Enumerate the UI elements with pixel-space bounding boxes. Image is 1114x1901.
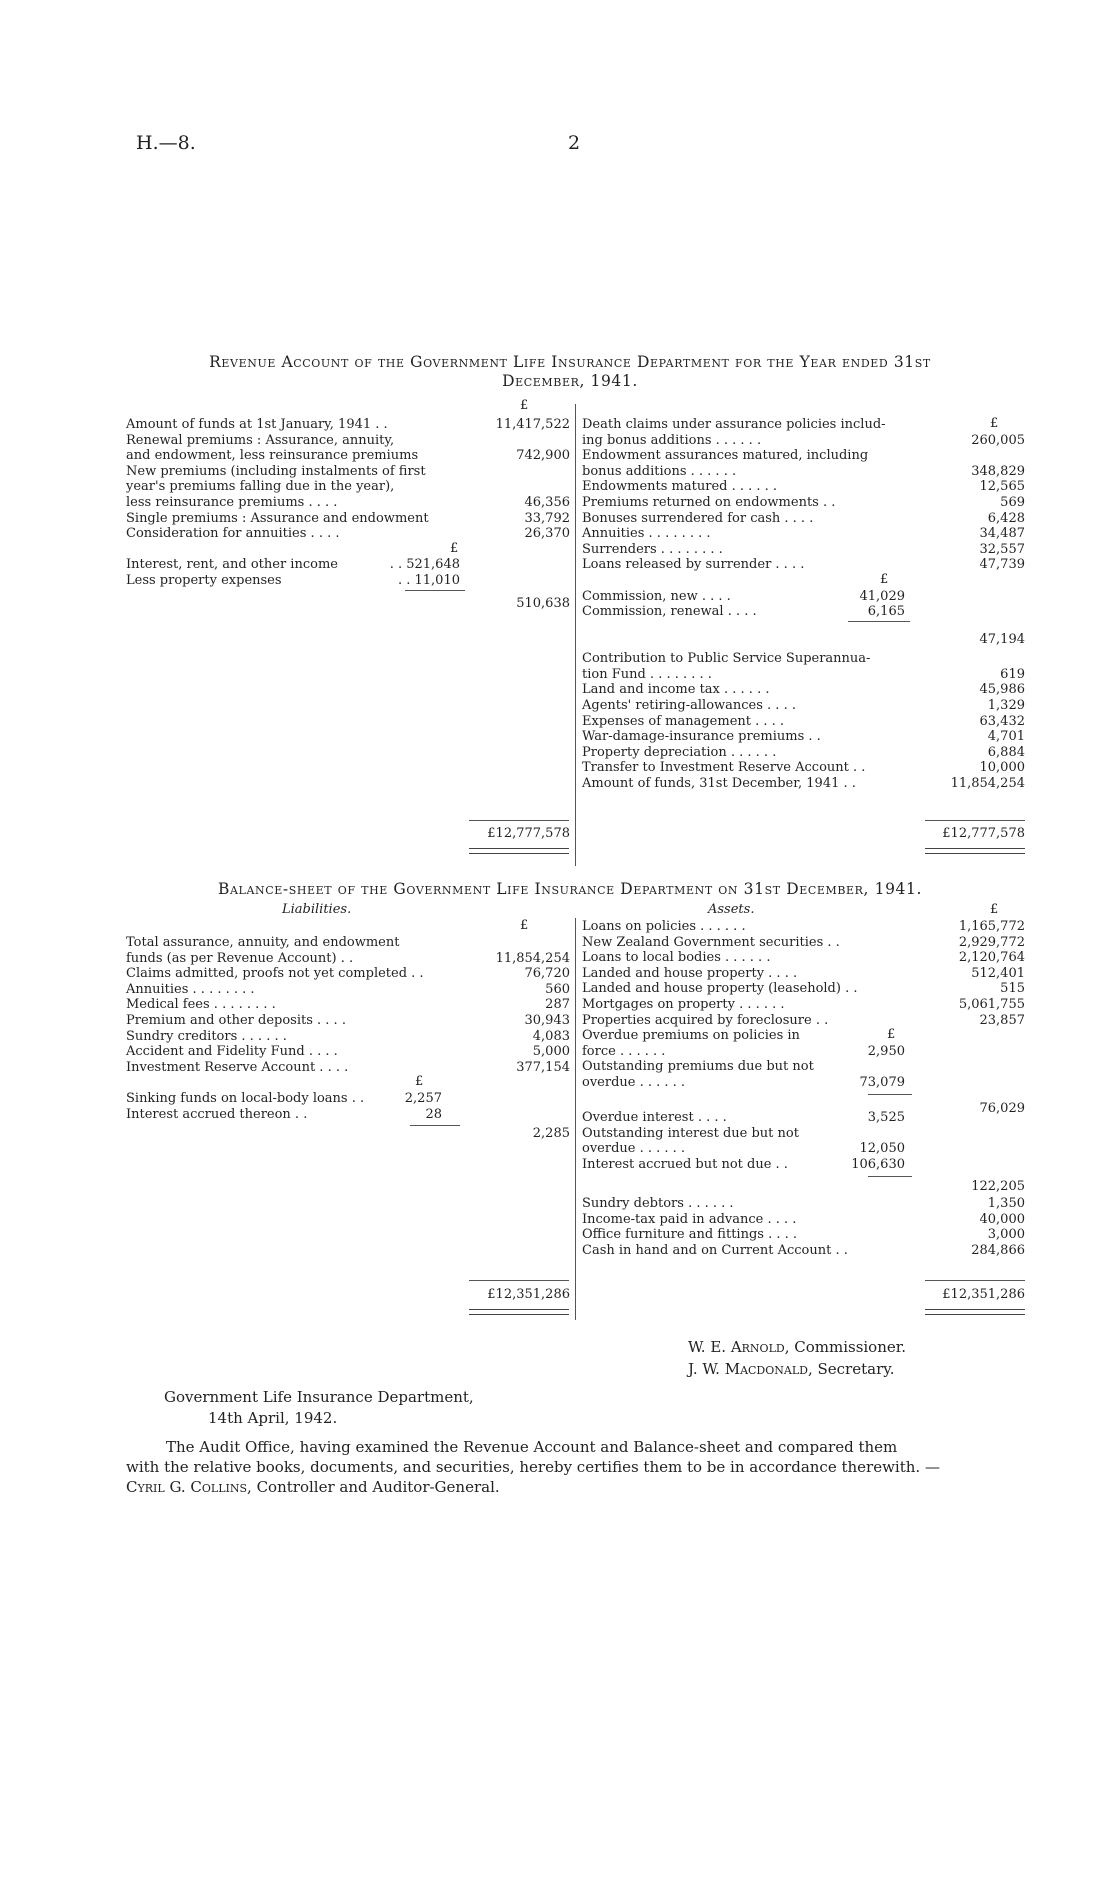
row-subvalue: . . 521,648 xyxy=(389,557,460,573)
row-label: Sinking funds on local-body loans . . xyxy=(126,1091,365,1106)
department-name: Government Life Insurance Department, xyxy=(164,1388,474,1406)
row-label: Mortgages on property . . . . . . xyxy=(582,997,785,1012)
revenue-right-double-rule xyxy=(925,848,1025,854)
revenue-left-pound: £ xyxy=(520,398,529,413)
row-label: Interest accrued thereon . . xyxy=(126,1106,308,1122)
revenue-left-rule xyxy=(469,820,569,821)
row-value: 260,005 xyxy=(971,432,1025,448)
row-subvalue: 73,079 xyxy=(859,1075,905,1090)
row-subvalue: 3,525 xyxy=(867,1110,905,1126)
row-label: Investment Reserve Account . . . . xyxy=(126,1059,349,1075)
row-label: Commission, new . . . . xyxy=(582,588,731,604)
row-subvalue: . . 11,010 xyxy=(397,573,460,588)
row-value: 569 xyxy=(1000,495,1025,510)
row-value: 4,083 xyxy=(532,1028,570,1044)
revenue-divider xyxy=(575,404,576,866)
row-label: ing bonus additions . . . . . . xyxy=(582,432,762,448)
row-label: Contribution to Public Service Superannua- xyxy=(582,651,871,667)
row-label: overdue . . . . . . xyxy=(582,1075,686,1090)
row-label: Endowment assurances matured, including xyxy=(582,448,869,464)
row-value: 10,000 xyxy=(979,760,1025,776)
row-value: 32,557 xyxy=(979,541,1025,557)
row-value: 284,866 xyxy=(971,1243,1025,1258)
liabilities-caption: Liabilities. xyxy=(282,902,352,917)
overdue-total-value: 76,029 xyxy=(979,1100,1025,1116)
overdue-pound: £ xyxy=(887,1027,896,1043)
revenue-total-right: £12,777,578 xyxy=(942,826,1025,841)
row-value: 30,943 xyxy=(524,1013,570,1028)
row-label: year's premiums falling due in the year), xyxy=(126,479,395,495)
commission-rule xyxy=(848,621,910,622)
row-label: overdue . . . . . . xyxy=(582,1141,686,1157)
row-value: 26,370 xyxy=(524,526,570,542)
row-value: 11,854,254 xyxy=(495,950,570,966)
row-label: Total assurance, annuity, and endowment xyxy=(126,935,400,950)
secretary-role: , Secretary. xyxy=(807,1360,895,1378)
row-label: Annuities . . . . . . . . xyxy=(582,526,711,542)
row-label: Surrenders . . . . . . . . xyxy=(582,541,723,557)
balance-left-rule xyxy=(469,1280,569,1281)
row-value: 11,854,254 xyxy=(950,776,1025,791)
row-label: Death claims under assurance policies includ- xyxy=(582,417,886,432)
row-value: 33,792 xyxy=(524,510,570,526)
row-label: Overdue interest . . . . xyxy=(582,1110,727,1126)
row-value: 619 xyxy=(1000,666,1025,682)
audit-line-3 xyxy=(126,1477,500,1497)
row-label: Landed and house property . . . . xyxy=(582,965,798,981)
row-label: Sundry debtors . . . . . . xyxy=(582,1196,734,1212)
row-label: Interest, rent, and other income xyxy=(126,557,338,573)
row-value: 1,165,772 xyxy=(958,919,1025,934)
row-label: Loans released by surrender . . . . xyxy=(582,557,805,573)
audit-line-2: with the relative books, documents, and securities, hereby certifies them to be in accordance therewith. — xyxy=(126,1458,940,1476)
row-value: 12,565 xyxy=(979,479,1025,495)
row-subvalue: 6,165 xyxy=(867,604,905,620)
row-label: Outstanding interest due but not xyxy=(582,1125,799,1141)
row-value: 742,900 xyxy=(516,448,570,464)
row-label: Less property expenses xyxy=(126,573,282,588)
revenue-total-left: £12,777,578 xyxy=(487,826,570,841)
secretary-name: J. W. Macdonald xyxy=(688,1360,808,1378)
row-value: 5,061,755 xyxy=(958,997,1025,1012)
row-value: 5,000 xyxy=(532,1044,570,1060)
row-value: 6,884 xyxy=(987,744,1025,760)
interest-total-value: 122,205 xyxy=(971,1178,1025,1194)
row-label: New premiums (including instalments of first xyxy=(126,463,426,479)
row-value: 34,487 xyxy=(979,526,1025,542)
row-label: Landed and house property (leasehold) . . xyxy=(582,981,858,997)
commissioner-signature xyxy=(688,1338,906,1356)
balance-title: Balance-sheet of the Government Life Insurance Department on 31st December, 1941. xyxy=(218,880,922,898)
row-value: 515 xyxy=(1000,981,1025,997)
revenue-right-pound: £ xyxy=(990,416,999,431)
row-value: 63,432 xyxy=(979,713,1025,729)
row-label: Medical fees . . . . . . . . xyxy=(126,997,276,1013)
row-value: 1,329 xyxy=(987,698,1025,713)
row-label: Single premiums : Assurance and endowment xyxy=(126,510,429,526)
row-subvalue: 28 xyxy=(425,1106,442,1122)
row-value: 40,000 xyxy=(979,1211,1025,1227)
row-label: Cash in hand and on Current Account . . xyxy=(582,1243,848,1258)
overdue-rule xyxy=(868,1094,912,1095)
row-subvalue: 2,950 xyxy=(867,1043,905,1059)
sinking-total-value: 2,285 xyxy=(532,1126,570,1142)
row-label: Agents' retiring-allowances . . . . xyxy=(582,698,796,713)
row-label: Claims admitted, proofs not yet completed . . xyxy=(126,966,424,982)
page-reference: H.—8. xyxy=(136,132,196,154)
row-label: Property depreciation . . . . . . xyxy=(582,744,777,760)
row-label: Overdue premiums on policies in xyxy=(582,1028,800,1044)
row-value: 6,428 xyxy=(987,510,1025,526)
balance-right-double-rule xyxy=(925,1309,1025,1315)
row-value: 377,154 xyxy=(516,1059,570,1075)
commissioner-role: , Commissioner. xyxy=(784,1338,907,1356)
row-value: 348,829 xyxy=(971,463,1025,479)
row-label: New Zealand Government securities . . xyxy=(582,934,840,950)
interest-net-value: 510,638 xyxy=(516,596,570,612)
row-label: Loans to local bodies . . . . . . xyxy=(582,950,771,966)
assets-caption: Assets. xyxy=(708,902,755,917)
row-label: bonus additions . . . . . . xyxy=(582,463,737,479)
row-label: Transfer to Investment Reserve Account . . xyxy=(582,760,866,776)
revenue-title-line2: December, 1941. xyxy=(502,372,638,390)
auditor-role: , Controller and Auditor-General. xyxy=(247,1478,500,1496)
row-label: Income-tax paid in advance . . . . xyxy=(582,1211,797,1227)
row-label: Loans on policies . . . . . . xyxy=(582,919,746,934)
row-label: Bonuses surrendered for cash . . . . xyxy=(582,510,814,526)
row-value: 4,701 xyxy=(987,729,1025,745)
row-value: 11,417,522 xyxy=(495,417,570,432)
row-value: 46,356 xyxy=(524,495,570,510)
row-label: Properties acquired by foreclosure . . xyxy=(582,1012,829,1028)
row-subvalue: 41,029 xyxy=(859,588,905,604)
auditor-name: Cyril G. Collins xyxy=(126,1478,248,1496)
row-value: 2,929,772 xyxy=(958,934,1025,950)
balance-total-right: £12,351,286 xyxy=(942,1287,1025,1302)
row-label: Interest accrued but not due . . xyxy=(582,1157,788,1172)
revenue-title-line1: Revenue Account of the Government Life Insurance Department for the Year ended 31st xyxy=(209,353,931,371)
row-label: War-damage-insurance premiums . . xyxy=(582,729,821,745)
row-value: 2,120,764 xyxy=(958,950,1025,966)
secretary-signature xyxy=(688,1360,895,1378)
page-number: 2 xyxy=(568,132,581,154)
balance-right-rule xyxy=(925,1280,1025,1281)
balance-right-pound: £ xyxy=(990,902,999,917)
audit-line-1: The Audit Office, having examined the Revenue Account and Balance-sheet and compared them xyxy=(166,1438,898,1456)
row-label: Outstanding premiums due but not xyxy=(582,1059,814,1075)
revenue-right-rule xyxy=(925,820,1025,821)
row-label: Premiums returned on endowments . . xyxy=(582,495,836,510)
row-value: 1,350 xyxy=(987,1196,1025,1212)
row-label: Expenses of management . . . . xyxy=(582,713,785,729)
row-label: Premium and other deposits . . . . xyxy=(126,1013,346,1028)
row-value: 23,857 xyxy=(979,1012,1025,1028)
interest-rule xyxy=(405,590,465,591)
row-label: funds (as per Revenue Account) . . xyxy=(126,950,354,966)
balance-divider xyxy=(575,918,576,1320)
row-subvalue: 106,630 xyxy=(851,1157,905,1172)
row-label: Commission, renewal . . . . xyxy=(582,604,757,620)
balance-left-pound: £ xyxy=(520,918,529,933)
row-label: Annuities . . . . . . . . xyxy=(126,981,255,997)
row-label: Consideration for annuities . . . . xyxy=(126,526,340,542)
revenue-left-double-rule xyxy=(469,848,569,854)
row-value: 287 xyxy=(545,997,570,1013)
row-label: Accident and Fidelity Fund . . . . xyxy=(126,1044,338,1060)
commission-total-value: 47,194 xyxy=(979,631,1025,647)
row-label: force . . . . . . xyxy=(582,1043,666,1059)
row-value: 512,401 xyxy=(971,965,1025,981)
row-value: 3,000 xyxy=(987,1227,1025,1243)
row-label: Sundry creditors . . . . . . xyxy=(126,1028,287,1044)
row-subvalue: 12,050 xyxy=(859,1141,905,1157)
row-label: Endowments matured . . . . . . xyxy=(582,479,778,495)
row-value: 76,720 xyxy=(524,966,570,982)
commissioner-name: W. E. Arnold xyxy=(688,1338,785,1356)
sinking-pound: £ xyxy=(415,1074,424,1090)
interest-pound: £ xyxy=(450,540,459,556)
interest-rule xyxy=(868,1176,912,1177)
row-value: 45,986 xyxy=(979,682,1025,698)
row-label: and endowment, less reinsurance premiums xyxy=(126,448,419,464)
row-label: Amount of funds, 31st December, 1941 . . xyxy=(582,776,856,791)
balance-left-double-rule xyxy=(469,1309,569,1315)
commission-pound: £ xyxy=(880,572,889,587)
signature-date: 14th April, 1942. xyxy=(208,1409,338,1427)
row-label: Amount of funds at 1st January, 1941 . . xyxy=(126,417,388,432)
row-label: Land and income tax . . . . . . xyxy=(582,682,770,698)
row-label: Renewal premiums : Assurance, annuity, xyxy=(126,432,395,448)
row-label: tion Fund . . . . . . . . xyxy=(582,666,712,682)
row-value: 47,739 xyxy=(979,557,1025,573)
row-label: Office furniture and fittings . . . . xyxy=(582,1227,798,1243)
sinking-rule xyxy=(410,1125,460,1126)
row-subvalue: 2,257 xyxy=(404,1091,442,1106)
row-label: less reinsurance premiums . . . . xyxy=(126,495,338,510)
row-value: 560 xyxy=(545,981,570,997)
balance-total-left: £12,351,286 xyxy=(487,1287,570,1302)
